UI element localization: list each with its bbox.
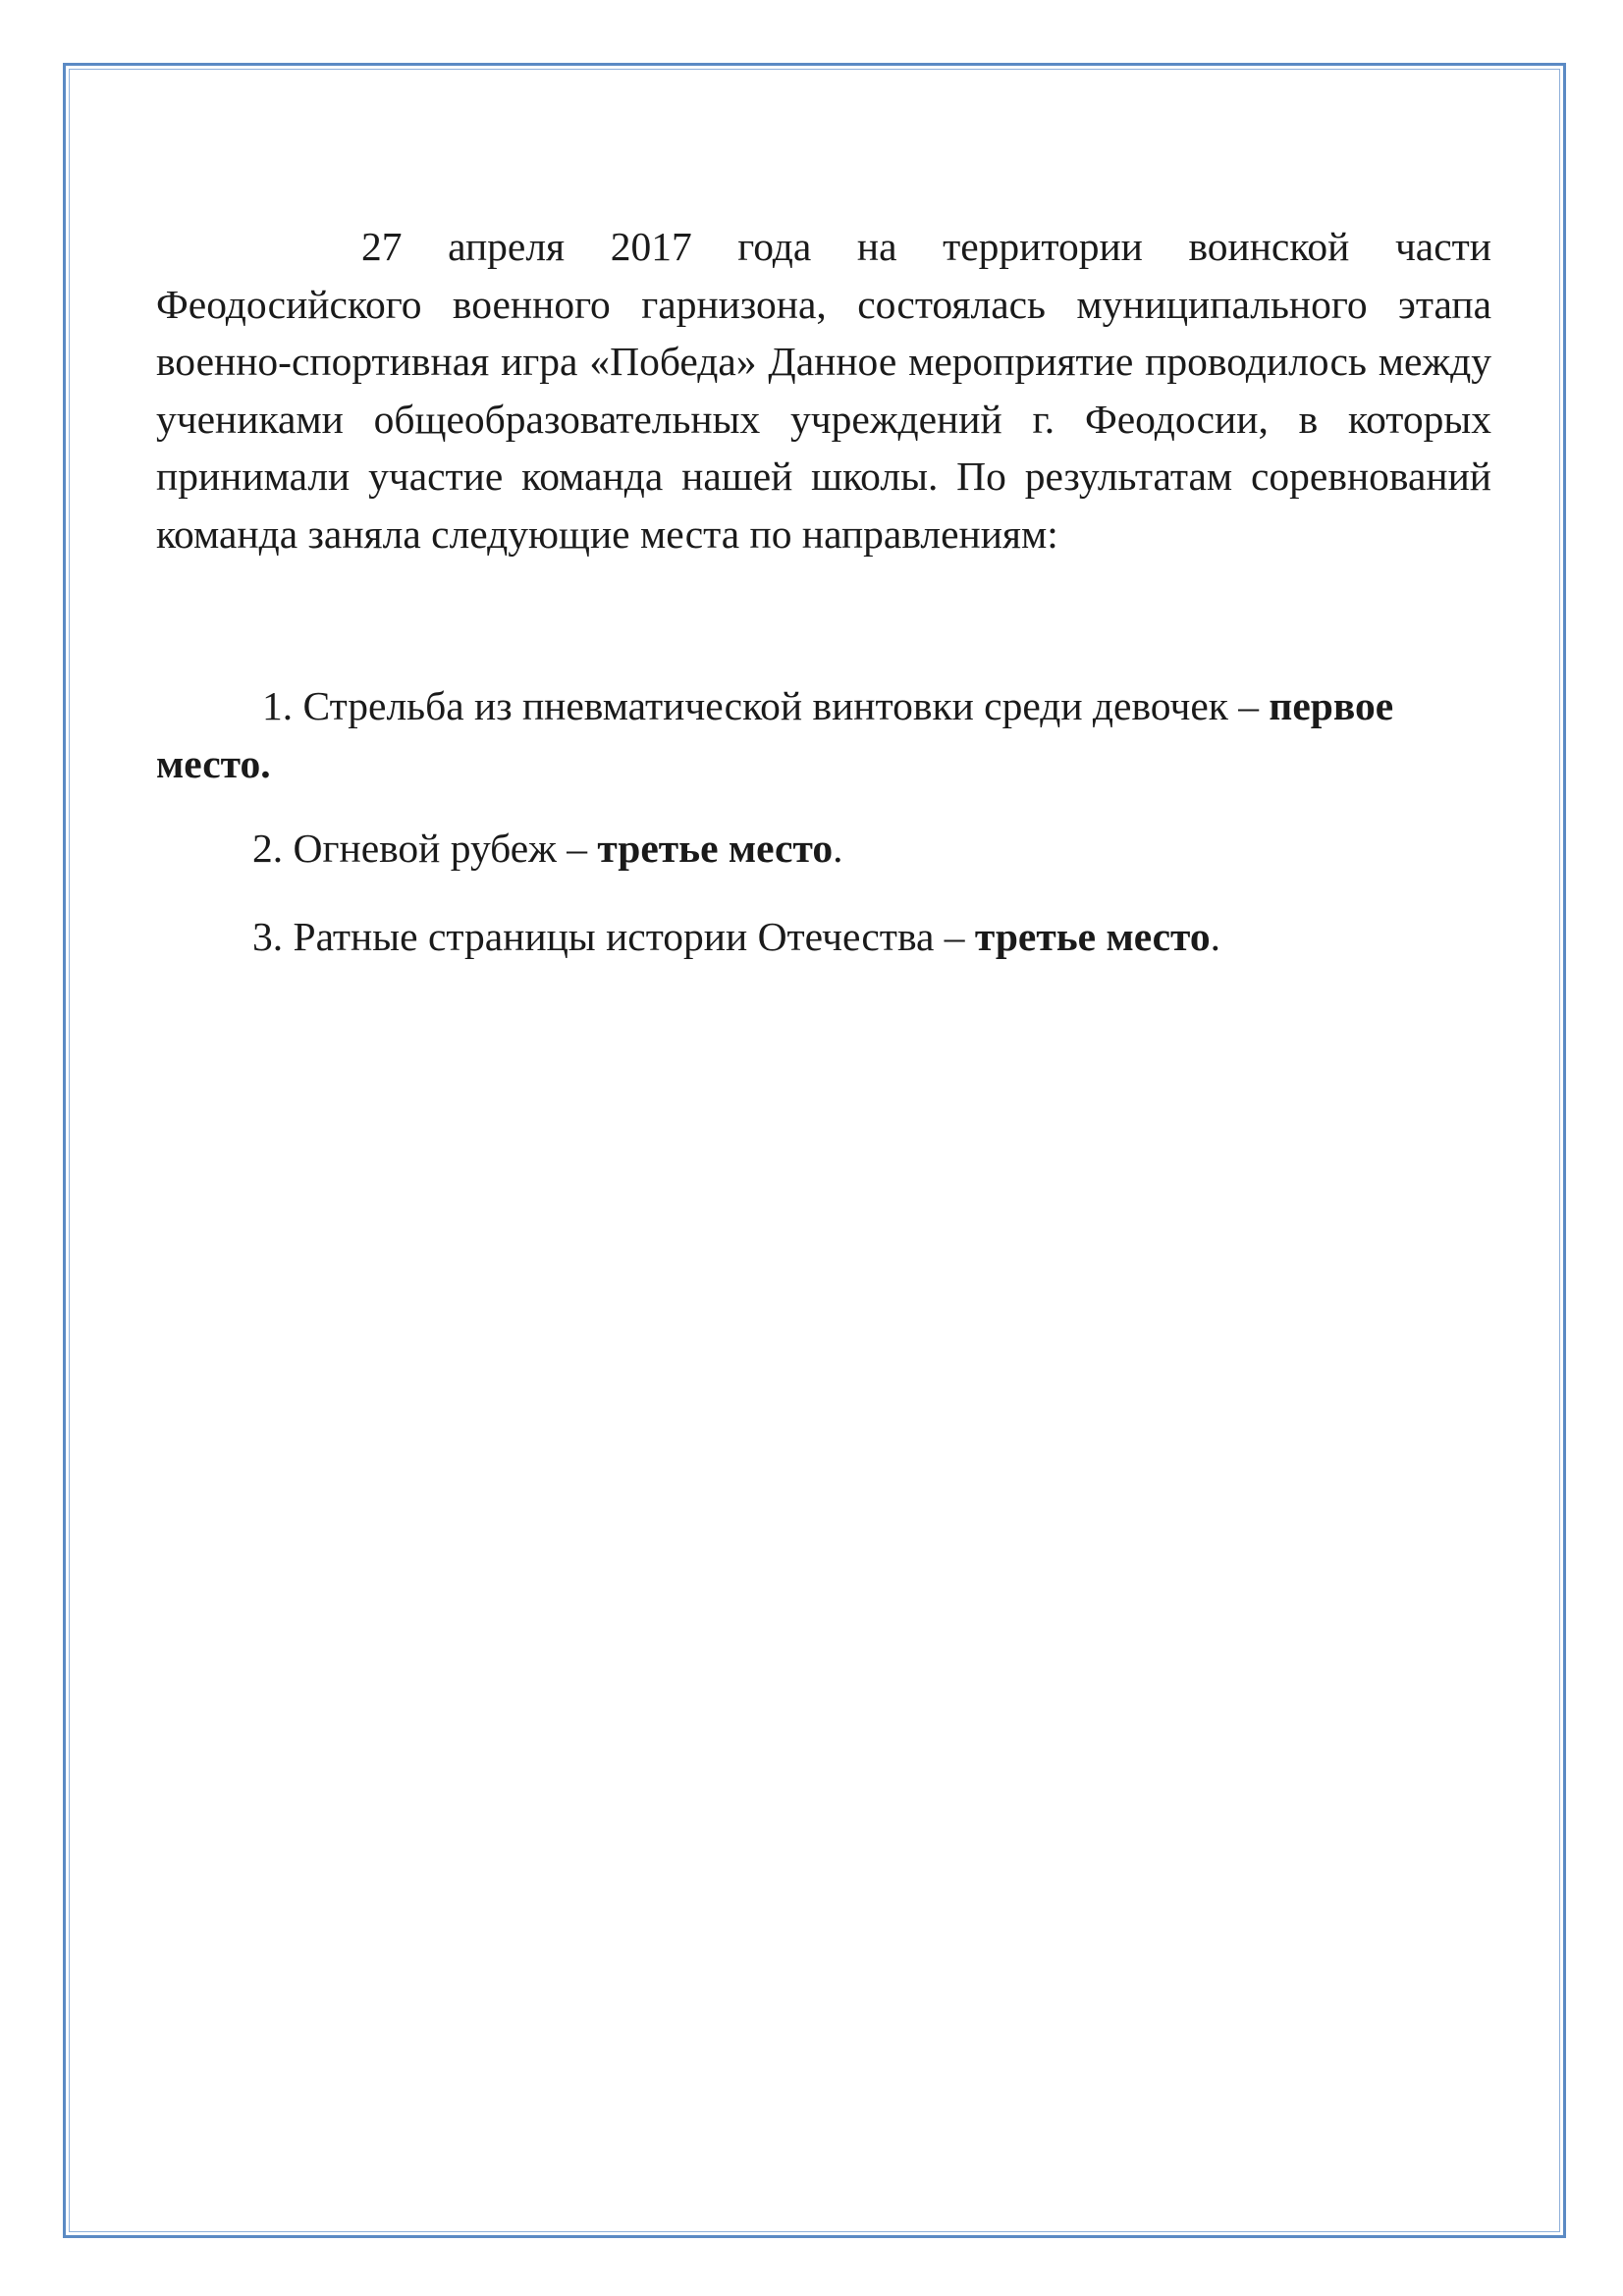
intro-paragraph: 27 апреля 2017 года на территории воинской части Феодосийского военного гарнизона, состоялась муниципального этапа военно-спортивная игра «Победа» Данное мероприятие проводилось между учениками общеобразовательных учреждений г. Феодосии, в которых принимали участие команда нашей школы. По результатам соревнований команда заняла следующие места по направлениям: <box>156 224 1491 557</box>
document-body <box>156 218 1491 965</box>
result-discipline: Ратные страницы истории Отечества – <box>293 913 965 959</box>
result-place: первое место. <box>156 683 1394 786</box>
result-suffix: . <box>833 826 843 871</box>
result-place: третье место <box>597 826 834 871</box>
result-item-3 <box>156 908 1491 966</box>
result-discipline: Стрельба из пневматической винтовки среди девочек – <box>302 683 1260 728</box>
result-suffix: . <box>1210 913 1221 959</box>
result-item-1 <box>156 677 1491 792</box>
result-number: 3. <box>252 913 284 959</box>
result-discipline: Огневой рубеж – <box>293 826 587 871</box>
result-item-2 <box>156 820 1491 878</box>
result-place: третье место <box>974 913 1211 959</box>
results-list <box>156 677 1491 965</box>
result-number: 2. <box>252 826 284 871</box>
result-number: 1. <box>262 683 294 728</box>
